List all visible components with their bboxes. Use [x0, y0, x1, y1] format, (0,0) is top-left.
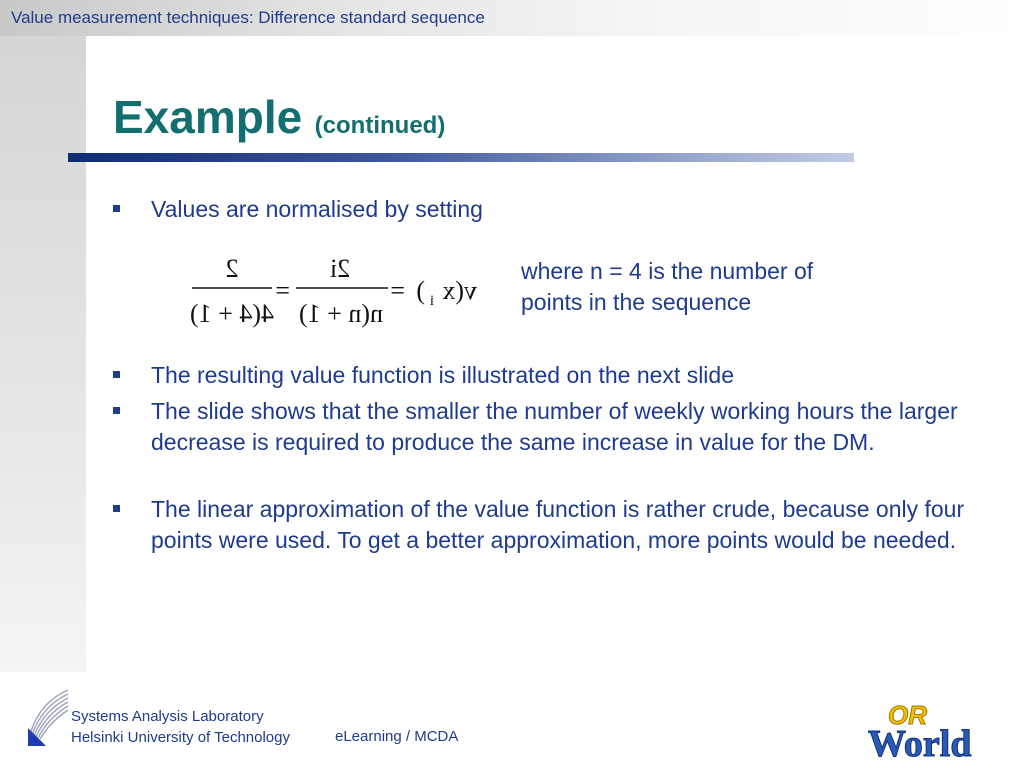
- formula-lhs-subscript: i: [429, 293, 434, 309]
- or-world-logo-icon: [862, 698, 1010, 760]
- or-world-logo-top-text: OR: [888, 700, 927, 730]
- formula-lhs-close: ): [416, 276, 425, 305]
- formula-frac1-numerator: 2i: [329, 254, 351, 283]
- footer-course-name: eLearning / MCDA: [335, 728, 459, 745]
- bullet-text: The resulting value function is illustrated on the next slide: [151, 362, 734, 388]
- hut-logo-icon: [22, 684, 72, 746]
- formula-equals-2: =: [275, 276, 290, 305]
- formula-frac1-denominator: n(n + 1): [299, 299, 383, 328]
- formula-note: where n = 4 is the number of points in the sequence: [521, 258, 814, 315]
- slide-title-suffix: (continued): [314, 112, 446, 139]
- formula-equals-1: =: [390, 276, 405, 305]
- presentation-header-title: Value measurement techniques: Difference standard sequence: [11, 8, 485, 27]
- or-world-logo-bottom-text: World: [868, 723, 972, 760]
- footer-institution: [71, 706, 290, 748]
- bullet-text: Values are normalised by setting: [151, 196, 483, 222]
- bullet-square-icon: [113, 407, 120, 414]
- bullet-text: The linear approximation of the value function is rather crude, because only four points were used. To get a better approximation, more points would be needed.: [151, 496, 965, 553]
- bullet-text: The slide shows that the smaller the number of weekly working hours the larger decrease is required to produce the same increase in value for the DM.: [151, 398, 958, 455]
- slide-title-main: Example: [113, 91, 303, 143]
- footer-lab-name: Systems Analysis Laboratory: [71, 708, 264, 725]
- bullet-square-icon: [113, 371, 120, 378]
- formula-frac2-denominator: 4(4 + 1): [190, 299, 274, 328]
- formula-frac2-numerator: 2: [225, 254, 239, 283]
- footer-university-name: Helsinki University of Technology: [71, 729, 290, 746]
- bullet-square-icon: [113, 205, 120, 212]
- normalisation-formula: [183, 250, 483, 335]
- formula-lhs: v(x: [442, 276, 477, 305]
- bullet-square-icon: [113, 505, 120, 512]
